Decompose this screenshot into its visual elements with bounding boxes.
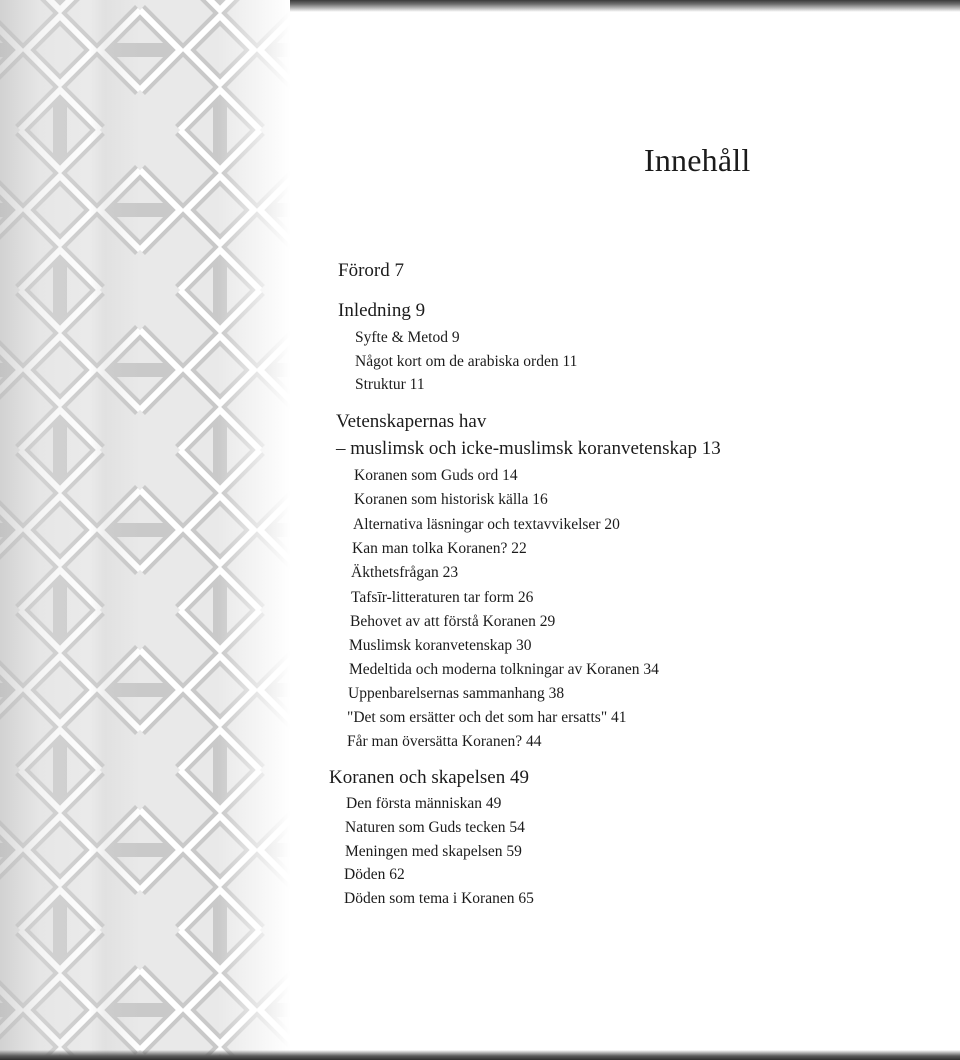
section-entry: Alternativa läsningar och textavvikelser 20 xyxy=(353,516,620,533)
section-entry: Struktur 11 xyxy=(355,376,425,393)
chapter-forord: Förord 7 xyxy=(338,260,404,281)
chapter-vetenskapernas-hav: Vetenskapernas hav xyxy=(336,411,487,432)
section-entry: Får man översätta Koranen? 44 xyxy=(347,733,542,750)
section-entry: Muslimsk koranvetenskap 30 xyxy=(349,637,532,654)
section-entry: Koranen som historisk källa 16 xyxy=(354,491,548,508)
section-entry: Syfte & Metod 9 xyxy=(355,329,460,346)
section-entry: Meningen med skapelsen 59 xyxy=(345,843,522,860)
section-entry: Tafsīr-litteraturen tar form 26 xyxy=(351,589,534,606)
section-entry: Den första människan 49 xyxy=(346,795,502,812)
scan-bottom-edge xyxy=(0,1050,960,1060)
section-entry: Koranen som Guds ord 14 xyxy=(354,467,518,484)
section-entry: Kan man tolka Koranen? 22 xyxy=(352,540,527,557)
section-entry: Medeltida och moderna tolkningar av Koranen 34 xyxy=(349,661,659,678)
section-entry: Äkthetsfrågan 23 xyxy=(351,564,459,581)
section-entry: Naturen som Guds tecken 54 xyxy=(345,819,525,836)
section-entry: Uppenbarelsernas sammanhang 38 xyxy=(348,685,565,702)
chapter-inledning: Inledning 9 xyxy=(338,300,426,321)
section-entry: Döden 62 xyxy=(344,866,405,883)
section-entry: "Det som ersätter och det som har ersatts" 41 xyxy=(347,709,627,726)
chapter-koranen-och-skapelsen: Koranen och skapelsen 49 xyxy=(329,767,529,788)
page-title: Innehåll xyxy=(644,142,751,178)
chapter-vetenskapernas-hav-subtitle: – muslimsk och icke-muslimsk koranvetenskap 13 xyxy=(336,438,721,459)
section-entry: Döden som tema i Koranen 65 xyxy=(344,890,534,907)
section-entry: Något kort om de arabiska orden 11 xyxy=(355,353,578,370)
section-entry: Behovet av att förstå Koranen 29 xyxy=(350,613,556,630)
